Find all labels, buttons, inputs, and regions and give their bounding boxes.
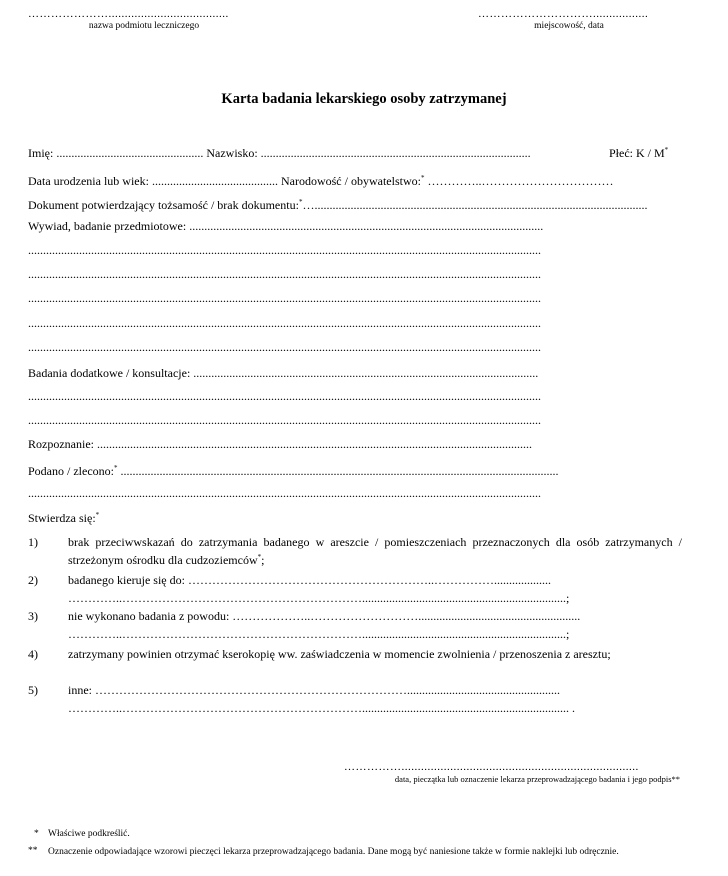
dotted-line: ........................................................................................................................................................................... [28, 340, 541, 354]
place-date-dots: …………………………................. [478, 8, 649, 20]
finding-item-4: zatrzymany powinien otrzymać kserokopię ww. zaświadczenia w momencie zwolnienia / przenoszenia z aresztu; [68, 647, 611, 661]
footnote-1-text: Właściwe podkreślić. [48, 829, 130, 839]
prescribed-row [28, 461, 682, 478]
dotted-line: ........................................................................................................................................................................... [28, 316, 541, 330]
birth-nationality-row [28, 171, 682, 188]
footnote-mark: ** [28, 846, 38, 856]
findings-heading [28, 511, 99, 526]
footnote-mark: * [34, 829, 39, 839]
dotted-line: ........................................................................................................................................................................... [28, 243, 541, 257]
document-label: Dokument potwierdzający tożsamość / brak dokumentu: [28, 198, 299, 212]
finding-text: brak przeciwwskazań do zatrzymania badanego w areszcie / pomieszczeniach przeznaczonych dla osób zatrzymanych / strzeżonym ośrodku dla cudzoziemców [68, 535, 682, 567]
dotted-line: ........................................................................................................................................................................... [28, 389, 541, 403]
item-number: 3) [28, 609, 38, 623]
findings-label: Stwierdza się: [28, 511, 96, 525]
footnote-mark: * [95, 511, 100, 519]
finding-item-3: nie wykonano badania z powodu: ………………..………………………...................................................... [68, 609, 581, 623]
surname-field: Nazwisko: .......................................................................................... [206, 146, 531, 160]
signature-dots: ……………......................................................................... [344, 761, 639, 773]
additional-tests-field: Badania dodatkowe / konsultacje: ................................................................................................................... [28, 366, 539, 380]
dotted-line: ........................................................................................................................................................................... [28, 291, 541, 305]
finding-item-2-cont: …………..……………………………………………………....................................................................; [68, 591, 570, 605]
prescribed-dots: .................................................................................................................................................. [117, 464, 559, 478]
footnote-2-text: Oznaczenie odpowiadające wzorowi pieczęci lekarza przeprowadzającego badania. Dane mogą być naniesione także w formie naklejki lub odręcznie. [48, 847, 619, 857]
finding-item-1 [68, 535, 682, 568]
dotted-line: ........................................................................................................................................................................... [28, 486, 541, 500]
dotted-line: ........................................................................................................................................................................... [28, 413, 541, 427]
footnote-mark: * [257, 553, 262, 561]
item-number: 1) [28, 535, 38, 549]
page-title: Karta badania lekarskiego osoby zatrzymanej [221, 91, 507, 107]
item-number: 4) [28, 647, 38, 661]
item-number: 5) [28, 683, 38, 697]
finding-item-5: inne: ……………………………………………………………………................................................... [68, 683, 560, 697]
item-number: 2) [28, 573, 38, 587]
footnote-mark: * [420, 174, 425, 182]
sex-field [609, 146, 668, 161]
name-row [28, 146, 682, 160]
finding-item-2: badanego kieruje się do: ……………………………………………………..……………................... [68, 573, 551, 587]
footnote-mark: * [298, 198, 303, 206]
diagnosis-field: Rozpoznanie: ................................................................................................................................................. [28, 437, 532, 451]
facility-name-dots: …………………..................................... [28, 8, 229, 20]
finding-item-3-cont: …………..……………………………………………………....................................................................; [68, 627, 570, 641]
footnote-mark: * [664, 146, 669, 154]
birth-date-field: Data urodzenia lub wiek: .......................................... [28, 174, 278, 188]
finding-item-5-cont: …………..……………………………………………………..................................................................... . [68, 701, 575, 715]
sex-label: Płeć: K / M [609, 146, 665, 160]
interview-field: Wywiad, badanie przedmiotowe: ...................................................................................................................... [28, 219, 544, 233]
nationality-dots: …………..…………………………… [427, 174, 614, 188]
prescribed-label: Podano / zlecono: [28, 464, 114, 478]
signature-caption: data, pieczątka lub oznaczenie lekarza przeprowadzającego badania i jego podpis** [394, 774, 680, 784]
document-dots: …............................................................................................................... [302, 198, 648, 212]
dotted-line: ........................................................................................................................................................................... [28, 267, 541, 281]
facility-name-caption: nazwa podmiotu leczniczego [88, 21, 200, 31]
first-name-field: Imię: ................................................. [28, 146, 204, 160]
footnote-mark: * [113, 464, 118, 472]
document-row [28, 195, 682, 212]
place-date-caption: miejscowość, data [534, 21, 604, 31]
finding-tail: ; [261, 553, 265, 567]
nationality-label: Narodowość / obywatelstwo: [280, 174, 421, 188]
